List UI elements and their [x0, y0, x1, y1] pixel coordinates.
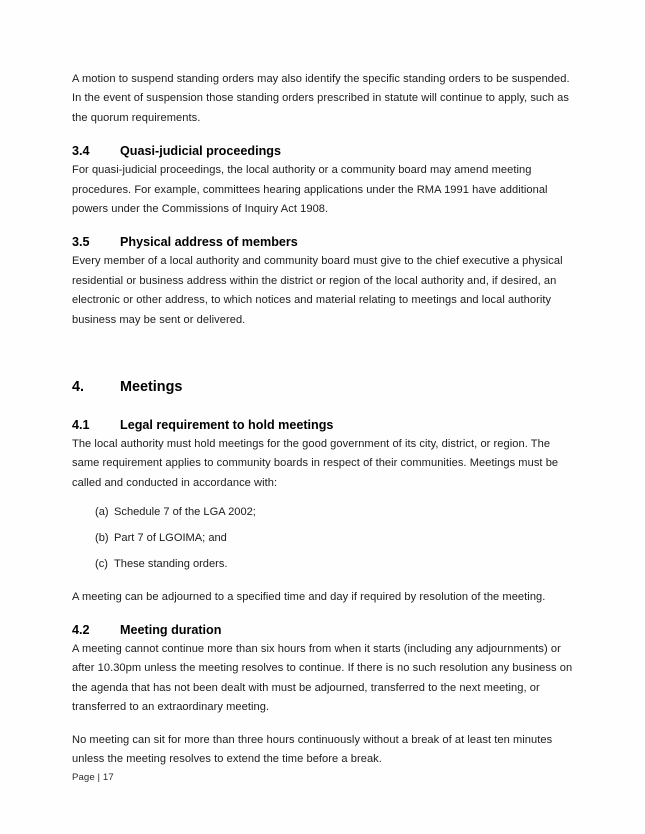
- list-item: [72, 555, 573, 574]
- heading-3-5-number: 3.5: [72, 235, 90, 250]
- list-item-marker: (b): [95, 532, 109, 545]
- paragraph-4-1-closing: A meeting can be adjourned to a specified time and day if required by resolution of the meeting.: [72, 590, 546, 603]
- document-content: [72, 70, 573, 781]
- page-footer: Page | 17: [72, 772, 114, 783]
- heading-4-1-title: Legal requirement to hold meetings: [120, 418, 334, 433]
- paragraph-3-5: Every member of a local authority and community board must give to the chief executive a physical residential or business address within the district or region of the local authority and, if desired, an electronic or other address, to which notices and material relating to meetings and local authority business may be sent or delivered.: [72, 255, 563, 326]
- heading-4-2: [72, 621, 573, 640]
- heading-4-1-number: 4.1: [72, 418, 90, 433]
- heading-3-5: [72, 233, 573, 252]
- paragraph-4-2-first: A meeting cannot continue more than six hours from when it starts (including any adjournments) or after 10.30pm unless the meeting resolves to continue. If there is no such resolution any business on the agenda that has not been dealt with must be adjourned, transferred to the next meeting, or transferred to an extraordinary meeting.: [72, 642, 573, 714]
- list-item-marker: (a): [95, 506, 109, 519]
- list-item-text: Schedule 7 of the LGA 2002;: [114, 506, 256, 519]
- intro-paragraph: A motion to suspend standing orders may also identify the specific standing orders to be suspended. In the event of suspension those standing orders prescribed in statute will continue to apply, such as the quorum requirements.: [72, 73, 570, 124]
- heading-4-1: [72, 416, 573, 435]
- heading-3-4: [72, 142, 573, 161]
- heading-4-title: Meetings: [120, 379, 183, 396]
- paragraph-4-2-second: No meeting can sit for more than three hours continuously without a break of at least ten minutes unless the meeting resolves to extend the time before a break.: [72, 733, 553, 765]
- list-item-marker: (c): [95, 558, 108, 571]
- paragraph-4-1: The local authority must hold meetings for the good government of its city, district, or region. The same requirement applies to community boards in respect of their communities. Meetings must be called and conducted in accordance with:: [72, 438, 559, 489]
- paragraph-3-4: For quasi-judicial proceedings, the local authority or a community board may amend meeting procedures. For example, committees hearing applications under the RMA 1991 have additional powers under the Commissions of Inquiry Act 1908.: [72, 164, 548, 216]
- list-4-1: [72, 503, 573, 574]
- list-item-text: Part 7 of LGOIMA; and: [114, 532, 227, 545]
- heading-3-4-title: Quasi-judicial proceedings: [120, 144, 281, 159]
- heading-4-2-title: Meeting duration: [120, 622, 222, 637]
- list-item: [72, 529, 573, 548]
- heading-4: [72, 377, 573, 397]
- list-item-text: These standing orders.: [114, 558, 228, 571]
- heading-3-4-number: 3.4: [72, 144, 90, 159]
- heading-4-number: 4.: [72, 379, 85, 396]
- heading-3-5-title: Physical address of members: [120, 235, 298, 250]
- heading-4-2-number: 4.2: [72, 622, 90, 637]
- list-item: [72, 503, 573, 522]
